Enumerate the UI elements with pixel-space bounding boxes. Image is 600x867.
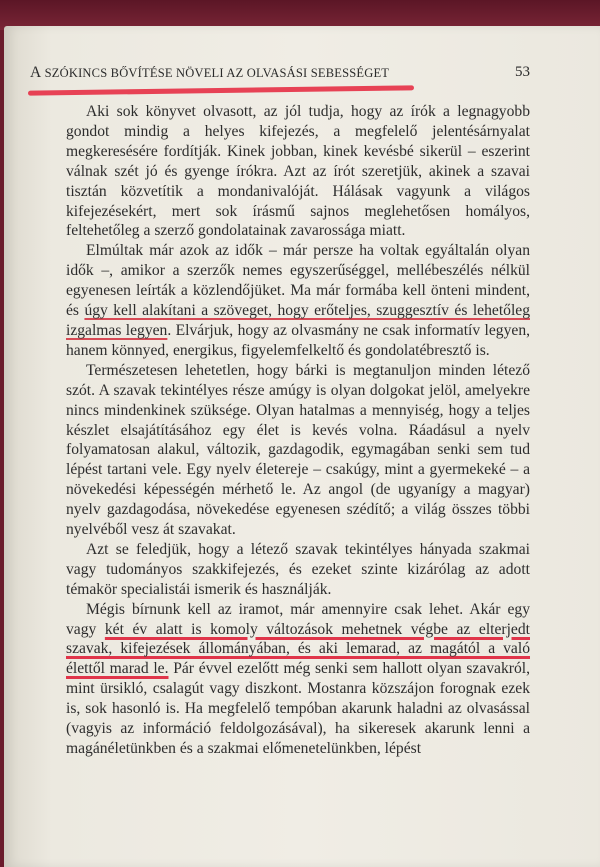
paragraph-2 (66, 241, 530, 360)
underlined-phrase-1: úgy kell alakítani a szöveget, hogy erőteljes, szuggesztív és lehetőleg izgalmas legyen (66, 302, 530, 339)
running-head-initial: A (30, 64, 41, 81)
highlighted-sentence: két év alatt is komoly változások mehetnek végbe az elterjedt szavak, kifejezések állományában, és aki lemarad, az magától a való élettől marad le. (66, 620, 530, 678)
paragraph-2-text-a: Elmúltak már azok az idők – már persze ha voltak egyáltalán olyan idők –, amikor a szerzők nemes egyszerűséggel, mellébeszélés nélkül egyenesen leírták a közlendőjüket. Ma már formába kell önteni mindent, és (66, 242, 530, 320)
body-text (66, 102, 530, 759)
paragraph-5-text-a: Mégis bírnunk kell az iramot, már amennyire csak lehet. Akár egy vagy (66, 600, 530, 638)
running-head (30, 64, 389, 82)
paragraph-1: Aki sok könyvet olvasott, az jól tudja, hogy az írók a legnagyobb gondot mindig a helyes kifejezés, a megfelelő jelentésárnyalat megkeresésére fordítják. Kinek jobban, kinek kevésbé sikerül – eszerint válnak szét jó és gyenge írókra. Azt az írót szeretjük, akinek a szavai tisztán közvetítik a mondanivalóját. Hálásak vagyunk a világos kifejezésekért, mert sok írásmű sajnos meglehetősen homályos, feltehetőleg a szerző gondolatainak zavarossága miatt. (66, 103, 530, 240)
page-number: 53 (515, 64, 530, 80)
running-head-title: SZÓKINCS BŐVÍTÉSE NÖVELI AZ OLVASÁSI SEBESSÉGET (44, 66, 390, 80)
paragraph-5 (66, 600, 530, 759)
paragraph-2-text-c: . Elvárjuk, hogy az olvasmány ne csak informatív legyen, hanem könnyed, energikus, figyelemfelkeltő és gondolatébresztő is. (66, 321, 531, 359)
page-header (30, 64, 530, 86)
paragraph-3: Természetesen lehetetlen, hogy bárki is megtanuljon minden létező szót. A szavak tekintélyes része amúgy is olyan dolgokat jelöl, amelyekre nincs mindenkinek szüksége. Olyan hatalmas a mennyiség, hogy a teljes készlet elsajátításához egy élet is kevés volna. Ráadásul a nyelv folyamatosan alakul, változik, gazdagodik, egymagában senki sem tud lépést tartani vele. Egy nyelv életereje – csakúgy, mint a gyermekeké – a növekedési képességén mérhető le. Az angol (de ugyanígy a magyar) nyelv gazdagodása, növekedése egyenesen szédítő; a világ összes többi nyelvéből vesz át szavakat. (66, 361, 530, 539)
paragraph-4: Azt se feledjük, hogy a létező szavak tekintélyes hányada szakmai vagy tudományos szakkifejezés, és ezeket szinte kizárólag az adott témakör specialistái ismerik és használják. (66, 540, 530, 598)
paragraph-5-text-c: Pár évvel ezelőtt még senki sem hallott olyan szavakról, mint ürsikló, csalagút vagy diszkont. Mostanra közszájon forognak ezek is, sok hasonló is. Ha megfelelő tempóban akarunk haladni az olvasással (vagyis az információ feldolgozásával), ha sikeresek akarunk lenni a magánéletünkben és a szakmai előmenetelünkben, lépést (66, 660, 530, 757)
